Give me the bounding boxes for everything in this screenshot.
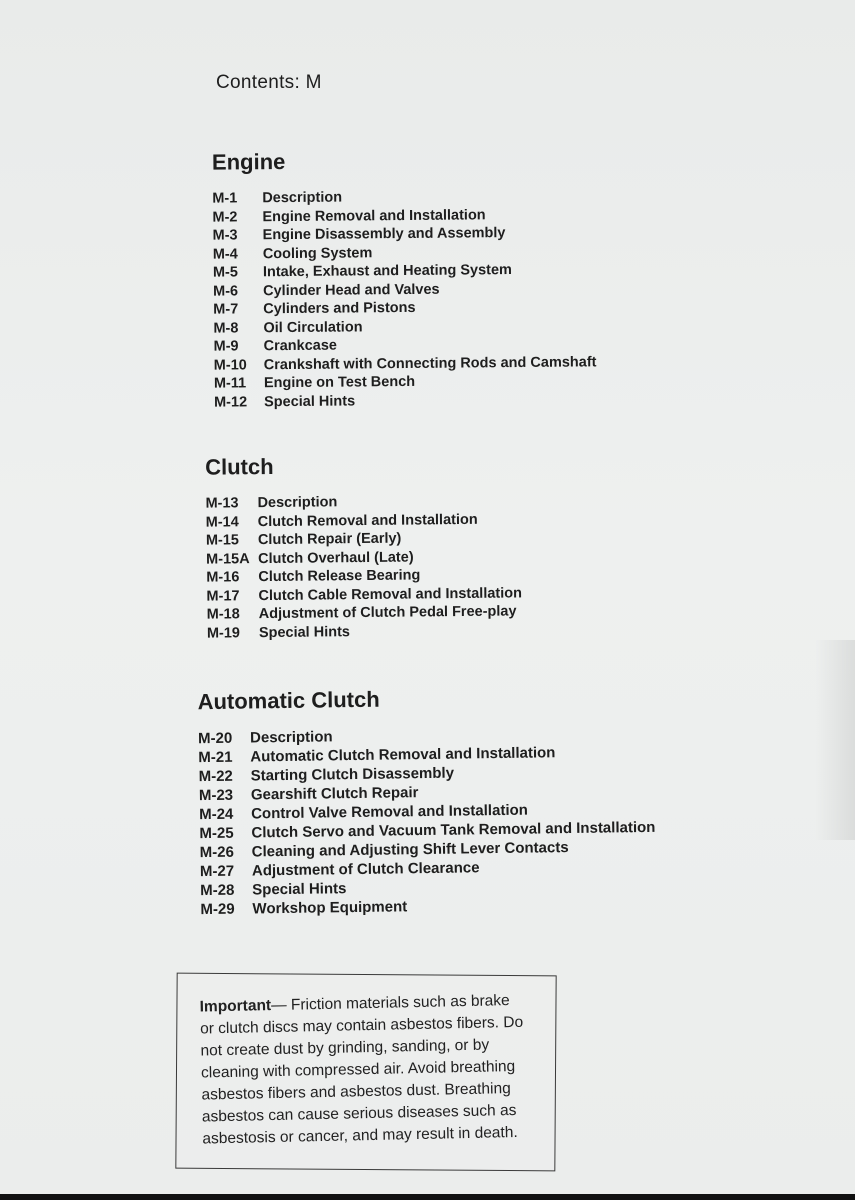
toc-entry-title: Engine Disassembly and Assembly	[262, 225, 506, 244]
toc-entry-code: M-24	[199, 805, 234, 824]
toc-entry	[207, 602, 523, 624]
toc-entry-title: Special Hints	[252, 880, 347, 899]
toc-entry-code: M-8	[213, 319, 239, 337]
toc-entry-code: M-1	[212, 190, 238, 207]
toc-list-automatic-clutch	[198, 723, 657, 919]
notice-line: or clutch discs may contain asbestos fibers. Do	[199, 1013, 524, 1038]
toc-entry-title: Clutch Servo and Vacuum Tank Removal and Installation	[251, 818, 656, 842]
toc-entry-title: Clutch Release Bearing	[258, 567, 421, 586]
section-clutch	[205, 451, 522, 642]
toc-entry	[214, 390, 597, 412]
toc-entry-code: M-5	[212, 264, 238, 281]
toc-entry-code: M-3	[212, 227, 238, 244]
toc-entry-code: M-20	[197, 729, 233, 748]
toc-list-clutch	[205, 491, 522, 642]
toc-entry-title: Special Hints	[258, 623, 351, 641]
toc-entry-code: M-18	[206, 606, 240, 623]
toc-entry-title: Engine on Test Bench	[263, 373, 416, 392]
toc-entry-code: M-26	[199, 843, 235, 862]
toc-entry-code: M-23	[198, 786, 234, 805]
toc-entry-code: M-21	[198, 748, 233, 767]
toc-entry-title: Oil Circulation	[263, 318, 363, 336]
toc-entry-title: Clutch Overhaul (Late)	[258, 548, 414, 567]
toc-entry-title: Engine Removal and Installation	[262, 206, 486, 225]
toc-entry-code: M-28	[200, 881, 235, 900]
notice-line-text: — Friction materials such as brake	[270, 992, 510, 1015]
toc-entry-code: M-17	[206, 587, 240, 605]
notice-line: asbestos can cause serious diseases such as	[201, 1101, 517, 1126]
notice-line: asbestos fibers and asbestos dust. Breathing	[201, 1080, 511, 1104]
toc-entry-code: M-6	[213, 282, 239, 300]
important-notice-text	[199, 990, 538, 1151]
toc-entry-code: M-4	[212, 245, 238, 263]
toc-entry-code: M-27	[199, 862, 235, 881]
toc-entry-title: Gearshift Clutch Repair	[250, 784, 419, 804]
section-heading-clutch: Clutch	[205, 453, 274, 480]
toc-entry-title: Crankshaft with Connecting Rods and Camshaft	[263, 353, 597, 373]
toc-entry-title: Adjustment of Clutch Pedal Free-play	[258, 603, 517, 623]
toc-entry-code: M-16	[206, 569, 240, 586]
section-automatic-clutch	[197, 683, 656, 919]
toc-entry-code: M-12	[213, 393, 248, 411]
toc-entry-code: M-13	[205, 495, 239, 512]
notice-line: asbestosis or cancer, and may result in death.	[202, 1123, 518, 1148]
toc-entry-title: Adjustment of Clutch Clearance	[251, 859, 480, 880]
notice-line: not create dust by grinding, sanding, or by	[200, 1036, 490, 1060]
toc-entry-title: Workshop Equipment	[252, 898, 408, 918]
toc-entry-code: M-22	[198, 767, 233, 786]
toc-entry-code: M-25	[199, 824, 234, 843]
toc-entry-code: M-10	[213, 356, 247, 374]
toc-entry	[206, 510, 522, 532]
toc-entry-title: Starting Clutch Disassembly	[250, 764, 455, 785]
page-shadow	[815, 640, 855, 840]
toc-entry-code: M-19	[206, 624, 241, 642]
toc-entry-code: M-14	[205, 513, 239, 531]
section-heading-automatic-clutch: Automatic Clutch	[197, 686, 380, 715]
toc-entry-title: Control Valve Removal and Installation	[251, 801, 528, 823]
toc-entry-code: M-29	[200, 900, 235, 919]
toc-entry-code: M-7	[213, 301, 239, 318]
toc-entry-code: M-15	[205, 532, 240, 549]
toc-entry-title: Clutch Cable Removal and Installation	[258, 584, 523, 604]
toc-entry-title: Special Hints	[263, 392, 356, 410]
toc-entry	[207, 621, 523, 643]
toc-entry-title: Cylinder Head and Valves	[263, 281, 440, 299]
notice-line: cleaning with compressed air. Avoid breathing	[200, 1057, 516, 1082]
toc-entry-title: Cylinders and Pistons	[263, 299, 416, 318]
section-engine	[212, 146, 597, 411]
toc-entry-title: Intake, Exhaust and Heating System	[262, 262, 512, 281]
toc-entry-title: Cooling System	[262, 244, 373, 262]
toc-list-engine	[212, 186, 597, 411]
important-notice-box	[175, 973, 556, 1172]
toc-entry-title: Description	[257, 494, 338, 512]
toc-entry-code: M-2	[212, 208, 238, 226]
toc-entry-code: M-15A	[206, 550, 250, 568]
page-title: Contents: M	[216, 72, 322, 93]
toc-entry-code: M-11	[213, 375, 247, 392]
toc-entry-title: Description	[249, 728, 333, 747]
notice-label: Important	[199, 997, 272, 1016]
toc-entry-code: M-9	[213, 338, 239, 355]
scan-bottom-edge	[0, 1194, 855, 1200]
toc-entry-title: Description	[262, 189, 343, 207]
toc-entry-title: Clutch Repair (Early)	[257, 530, 402, 549]
toc-entry-title: Clutch Removal and Installation	[257, 511, 478, 530]
section-heading-engine: Engine	[211, 149, 286, 175]
toc-entry-title: Crankcase	[263, 337, 338, 355]
toc-entry-title: Automatic Clutch Removal and Installation	[250, 744, 556, 766]
toc-entry-title: Cleaning and Adjusting Shift Lever Contacts	[251, 839, 569, 861]
toc-entry	[214, 353, 597, 375]
